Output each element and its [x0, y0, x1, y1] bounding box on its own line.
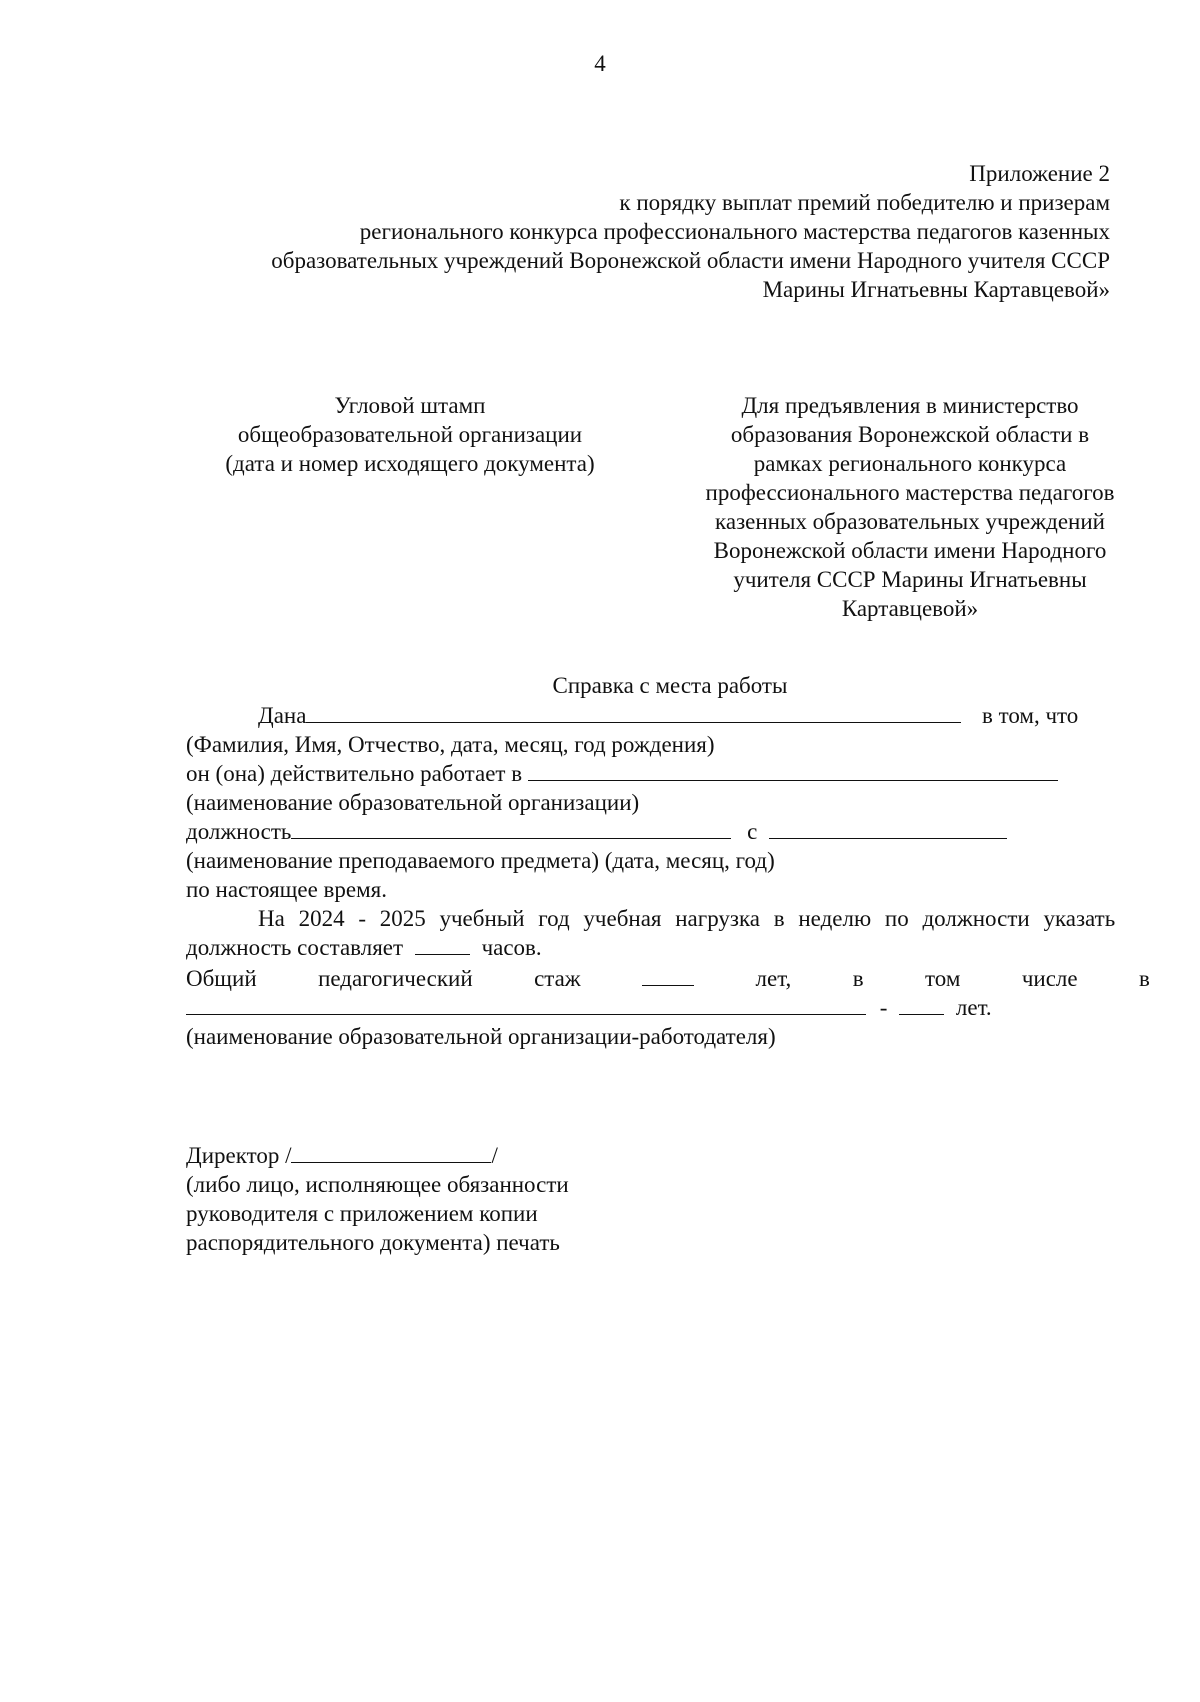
addressee-line: учителя СССР Марины Игнатьевны: [733, 567, 1087, 592]
issued-to-label: Дана: [258, 703, 307, 728]
experience-line: [186, 965, 1150, 993]
works-at-hint: (наименование образовательной организации): [186, 790, 640, 815]
stamp-line: Угловой штамп: [334, 393, 486, 418]
position-blank-field[interactable]: [291, 818, 731, 839]
experience-word: в: [852, 966, 864, 991]
experience-word: том: [925, 966, 961, 991]
addressee-line: рамках регионального конкурса: [753, 451, 1067, 476]
director-line: [186, 1142, 498, 1170]
position-since-label: с: [747, 819, 758, 844]
works-at-label: он (она) действительно работает в: [186, 761, 523, 786]
signature-note-line: руководителя с приложением копии: [186, 1201, 538, 1226]
director-close: /: [491, 1143, 498, 1168]
stamp-line: (дата и номер исходящего документа): [225, 451, 595, 476]
experience-word: лет,: [755, 966, 792, 991]
experience-word: стаж: [534, 966, 581, 991]
experience-years-label: лет.: [955, 995, 992, 1020]
experience-word: числе: [1021, 966, 1078, 991]
employer-hint: (наименование образовательной организации-работодателя): [186, 1024, 776, 1049]
employer-line: [186, 994, 992, 1022]
load-line-2: [186, 934, 542, 962]
signature-note-line: (либо лицо, исполняющее обязанности: [186, 1172, 569, 1197]
position-hint: (наименование преподаваемого предмета) (дата, месяц, год): [186, 848, 775, 873]
signature-note-line: распорядительного документа) печать: [186, 1230, 560, 1255]
appendix-title: Приложение 2: [969, 161, 1110, 186]
load-line-1-text: На 2024 - 2025 учебный год учебная нагрузка в неделю по должности указать: [258, 906, 1116, 931]
addressee-line: Картавцевой»: [841, 596, 979, 621]
position-label: должность: [186, 819, 292, 844]
addressee-line: профессионального мастерства педагогов: [705, 480, 1115, 505]
signature-blank-field[interactable]: [291, 1142, 491, 1163]
position-line: [186, 818, 1007, 846]
issued-to-hint: (Фамилия, Имя, Отчество, дата, месяц, год рождения): [186, 732, 715, 757]
until-now: по настоящее время.: [186, 877, 388, 902]
load-prefix: должность составляет: [186, 935, 404, 960]
issued-to-suffix: в том, что: [982, 703, 1079, 728]
experience-word: Общий: [186, 966, 257, 991]
hours-blank-field[interactable]: [415, 934, 470, 955]
addressee-line: казенных образовательных учреждений: [715, 509, 1105, 534]
appendix-line: к порядку выплат премий победителю и призерам: [619, 190, 1110, 215]
load-suffix: часов.: [481, 935, 542, 960]
appendix-line: образовательных учреждений Воронежской области имени Народного учителя СССР: [271, 248, 1110, 273]
appendix-line: регионального конкурса профессионального мастерства педагогов казенных: [359, 219, 1110, 244]
appendix-line: Марины Игнатьевны Картавцевой»: [762, 277, 1110, 302]
addressee-line: образования Воронежской области в: [730, 422, 1090, 447]
name-blank-field[interactable]: [306, 702, 961, 723]
certificate-title: Справка с места работы: [552, 673, 788, 698]
employer-blank-field[interactable]: [186, 994, 866, 1015]
page-number: 4: [594, 51, 606, 76]
organization-blank-field[interactable]: [528, 760, 1058, 781]
experience-dash: -: [879, 995, 888, 1020]
employer-years-blank-field[interactable]: [899, 994, 944, 1015]
since-date-blank-field[interactable]: [769, 818, 1007, 839]
experience-word: педагогический: [318, 966, 473, 991]
experience-years-blank-field[interactable]: [642, 965, 694, 986]
addressee-line: Воронежской области имени Народного: [713, 538, 1107, 563]
experience-word: в: [1139, 966, 1150, 991]
stamp-line: общеобразовательной организации: [237, 422, 583, 447]
load-line-1: [258, 905, 1150, 933]
issued-to-line: [258, 702, 961, 730]
addressee-line: Для предъявления в министерство: [741, 393, 1079, 418]
director-label: Директор /: [186, 1143, 292, 1168]
works-at-line: [186, 760, 1058, 788]
